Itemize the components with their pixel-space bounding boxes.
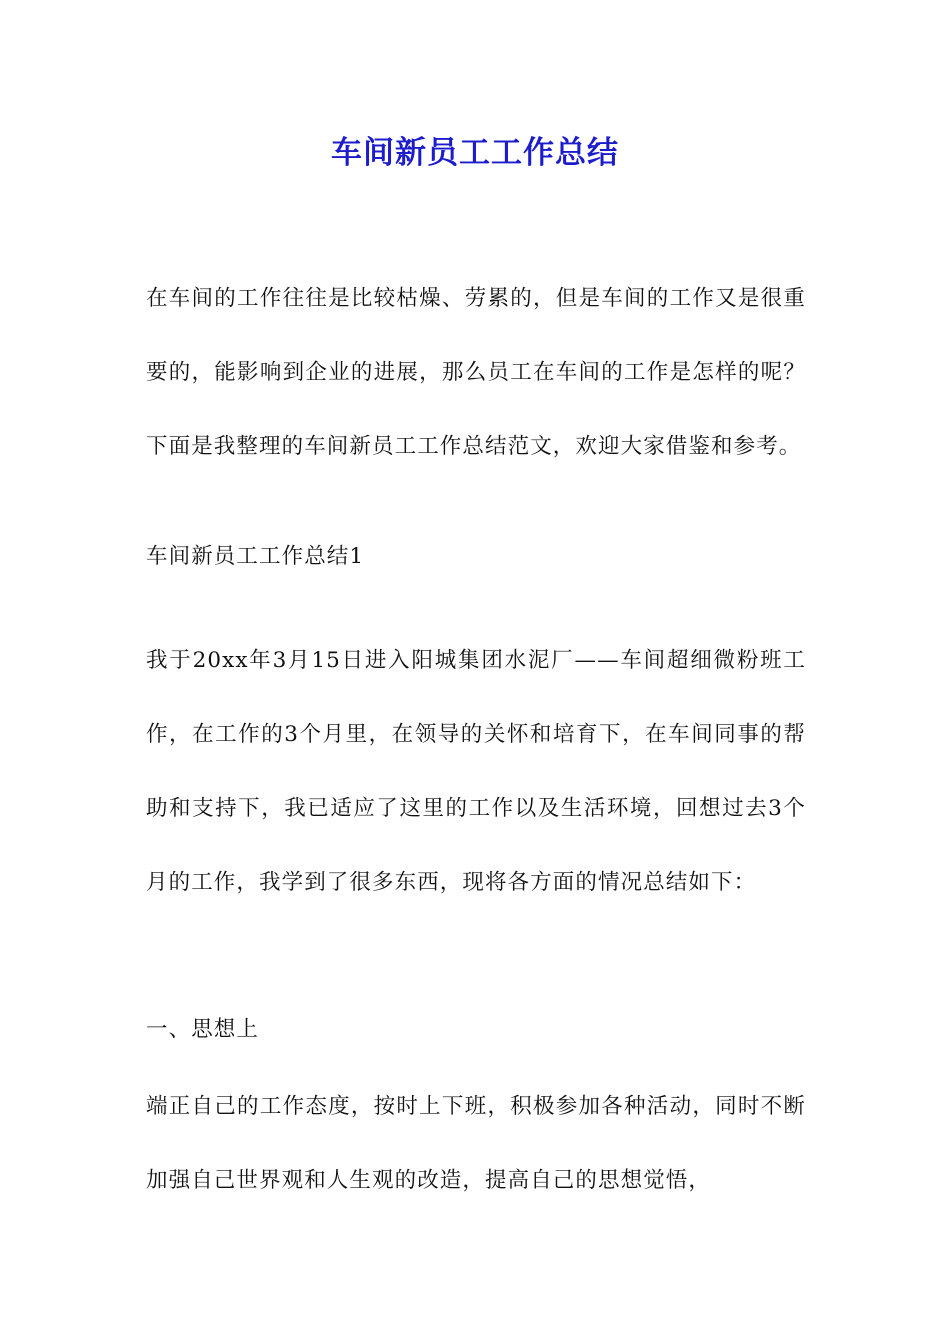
section-heading: 车间新员工工作总结1 (146, 544, 365, 569)
intro-paragraph: 在车间的工作往往是比较枯燥、劳累的，但是车间的工作又是很重要的，能影响到企业的进展，那么员工在车间的工作是怎样的呢？下面是我整理的车间新员工工作总结范文，欢迎大家借鉴和参考。 (146, 286, 806, 459)
paragraph-2: 端正自己的工作态度，按时上下班，积极参加各种活动，同时不断加强自己世界观和人生观的改造，提高自己的思想觉悟， (146, 1094, 806, 1193)
paragraph-1: 我于20xx年3月15日进入阳城集团水泥厂——车间超细微粉班工作，在工作的3个月里，在领导的关怀和培育下，在车间同事的帮助和支持下，我已适应了这里的工作以及生活环境，回想过去3个月的工作，我学到了很多东西，现将各方面的情况总结如下： (146, 648, 806, 895)
document-title: 车间新员工工作总结 (331, 135, 619, 171)
subheading-thought: 一、思想上 (146, 1017, 260, 1042)
